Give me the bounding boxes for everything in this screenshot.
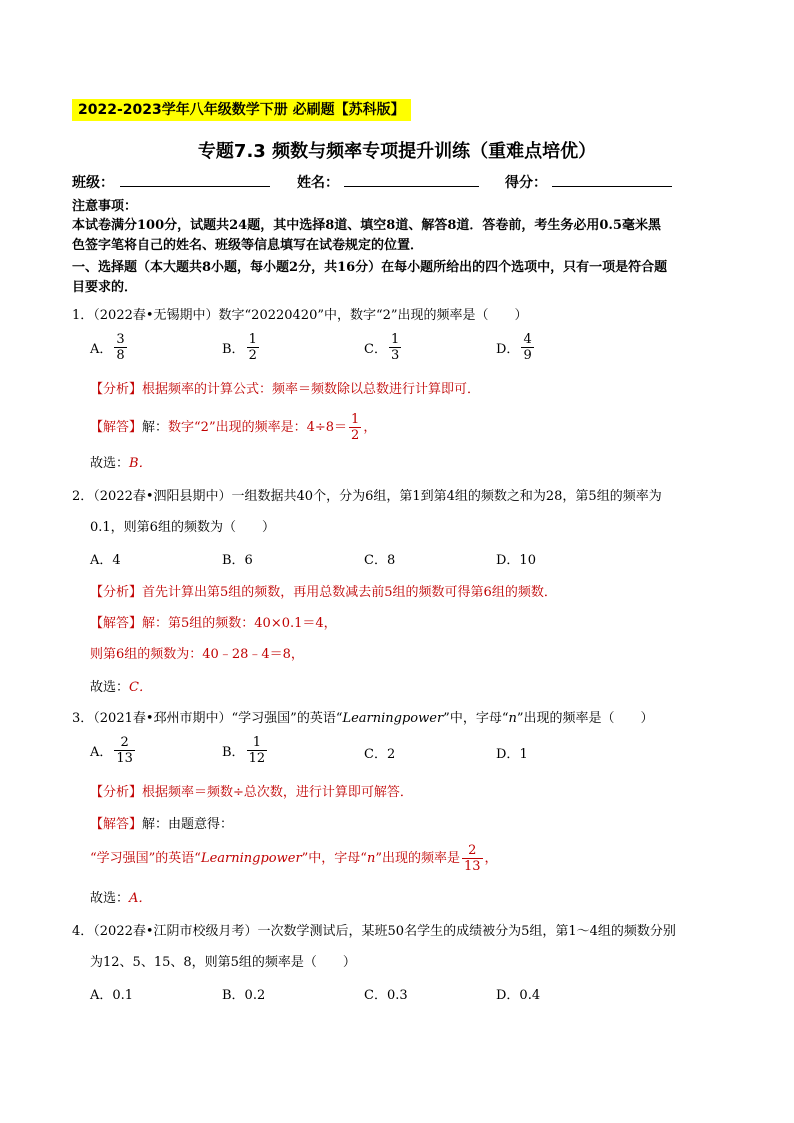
q4-stem-1: 4．（2022春•江阴市校级月考）一次数学测试后，某班50名学生的成绩被分为5组，第1～4组的频数分别 <box>72 924 676 939</box>
q4-stem-2: 为12、5、15、8，则第5组的频率是（ ） <box>90 955 356 970</box>
fraction: $\frac{1}{2}$ <box>351 412 360 443</box>
q2-analysis: 【分析】首先计算出第5组的频数，再用总数减去前5组的频数可得第6组的频数． <box>90 585 557 600</box>
q4-option-a[interactable]: A．0.1 <box>90 988 134 1003</box>
q3-option-c[interactable]: C．2 <box>364 747 396 762</box>
q2-option-a[interactable]: A．4 <box>90 553 121 568</box>
fraction: $\frac{1}{3}$ <box>390 332 400 363</box>
q3-option-b[interactable]: B． $\frac{1}{12}$ <box>222 735 266 766</box>
q4-option-d[interactable]: D．0.4 <box>496 988 541 1003</box>
q2-option-b[interactable]: B．6 <box>222 553 253 568</box>
page-title: 专题7.3 频数与频率专项提升训练（重难点培优） <box>197 141 597 162</box>
section-heading-2: 目要求的． <box>72 280 138 295</box>
q1-analysis: 【分析】根据频率的计算公式：频率＝频数除以总数进行计算即可． <box>90 382 481 397</box>
fraction: $\frac{4}{9}$ <box>523 332 532 363</box>
q3-answer-2: “学习强国”的英语“Learningpower”中，字母“n”出现的频率是 $\frac{2}{13}$ ， <box>90 843 498 874</box>
q2-answer-2: 则第6组的频数为：40﹣28﹣4＝8， <box>90 647 304 662</box>
score-field[interactable] <box>552 186 672 187</box>
q1-option-a[interactable]: A． $\frac{3}{8}$ <box>90 332 125 363</box>
q2-conclusion: 故选：C． <box>90 680 152 695</box>
q2-stem-1: 2．（2022春•泗阳县期中）一组数据共40个，分为6组，第1到第4组的频数之和为28，第5组的频率为 <box>72 489 662 504</box>
q1-option-b[interactable]: B． $\frac{1}{2}$ <box>222 332 257 363</box>
section-heading-1: 一、选择题（本大题共8小题，每小题2分，共16分）在每小题所给出的四个选项中，只有一项是符合题 <box>72 260 668 275</box>
class-label: 班级： <box>72 175 114 191</box>
q1-stem: 1．（2022春•无锡期中）数字“20220420”中，数字“2”出现的频率是（ ） <box>72 308 528 323</box>
q1-answer: 【解答】解：数字“2”出现的频率是：4÷8＝ $\frac{1}{2}$ ， <box>90 412 377 443</box>
score-label: 得分： <box>505 175 547 191</box>
q3-answer-1: 【解答】解：由题意得： <box>90 817 234 832</box>
fraction: $\frac{3}{8}$ <box>116 332 125 363</box>
q2-option-d[interactable]: D．10 <box>496 553 536 568</box>
q4-option-c[interactable]: C．0.3 <box>364 988 408 1003</box>
q2-option-c[interactable]: C．8 <box>364 553 396 568</box>
q3-stem: 3．（2021春•邳州市期中）“学习强国”的英语“Learningpower”中，字母“n”出现的频率是（ ） <box>72 711 654 726</box>
q1-option-d[interactable]: D． $\frac{4}{9}$ <box>496 332 532 363</box>
q3-conclusion: 故选：A． <box>90 891 152 906</box>
q2-stem-2: 0.1，则第6组的频数为（ ） <box>90 520 275 535</box>
name-label: 姓名： <box>297 175 339 191</box>
notes-heading: 注意事项： <box>72 199 138 214</box>
banner-title: 2022-2023学年八年级数学下册 必刷题【苏科版】 <box>72 99 411 121</box>
fraction: $\frac{2}{13}$ <box>463 843 481 874</box>
q3-option-d[interactable]: D．1 <box>496 747 528 762</box>
fraction: $\frac{2}{13}$ <box>116 735 133 766</box>
fraction: $\frac{1}{12}$ <box>248 735 266 766</box>
q1-conclusion: 故选：B． <box>90 456 152 471</box>
fraction: $\frac{1}{2}$ <box>248 332 257 363</box>
name-field[interactable] <box>344 186 479 187</box>
q2-answer-1: 【解答】解：第5组的频数：40×0.1＝4， <box>90 616 337 631</box>
notes-line-2: 色签字笔将自己的姓名、班级等信息填写在试卷规定的位置． <box>72 238 424 253</box>
q3-option-a[interactable]: A． $\frac{2}{13}$ <box>90 735 133 766</box>
q4-option-b[interactable]: B．0.2 <box>222 988 266 1003</box>
class-field[interactable] <box>120 186 270 187</box>
q1-option-c[interactable]: C． $\frac{1}{3}$ <box>364 332 400 363</box>
q3-analysis: 【分析】根据频率＝频数÷总次数，进行计算即可解答． <box>90 785 413 800</box>
notes-line-1: 本试卷满分100分，试题共24题，其中选择8道、填空8道、解答8道．答卷前，考生务必用0.5毫米黑 <box>72 218 661 233</box>
